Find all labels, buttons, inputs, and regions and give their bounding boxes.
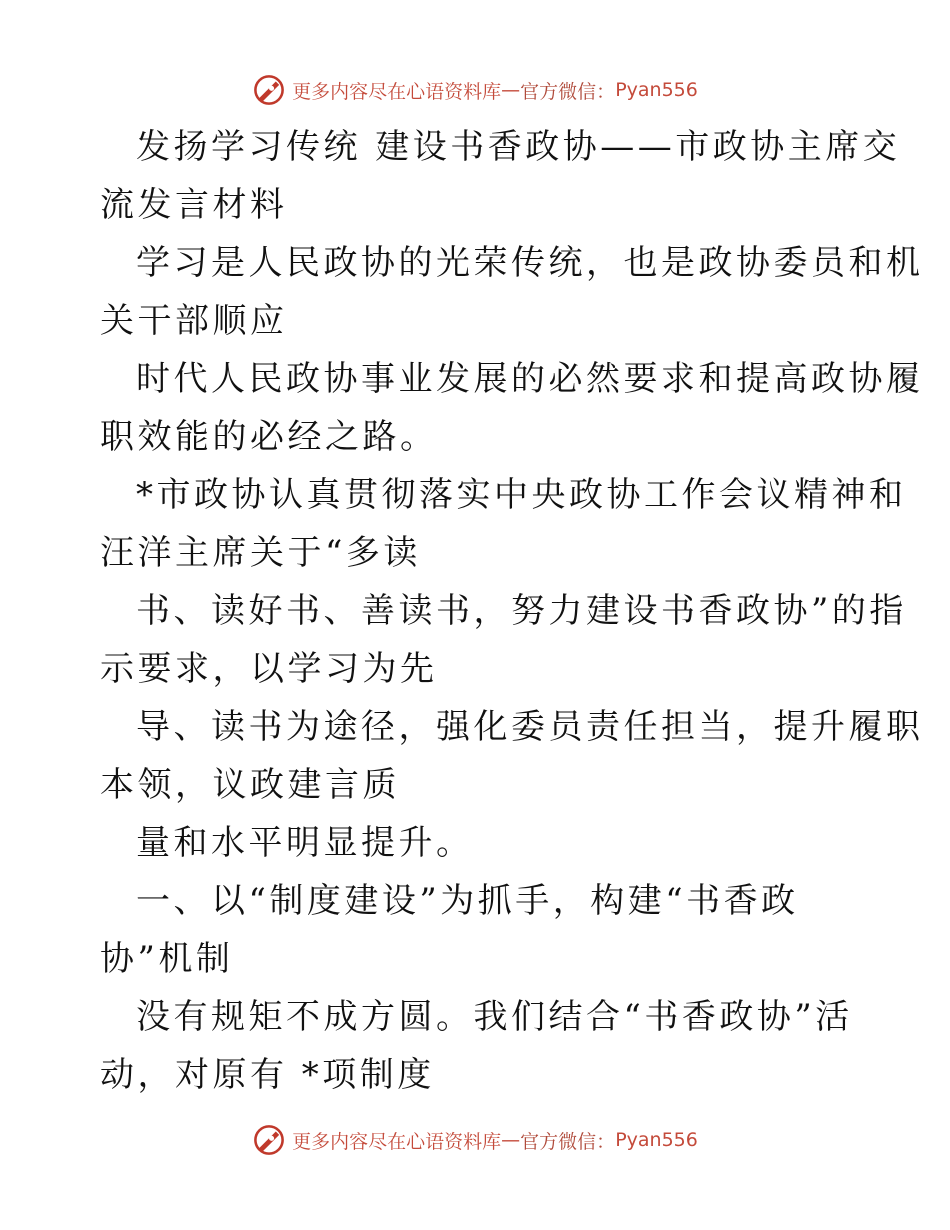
section-heading-line: 协”机制 xyxy=(100,939,234,979)
paragraph-line: 关干部顺应 xyxy=(100,301,288,341)
watermark-wechat-id: Pyan556 xyxy=(615,79,698,101)
section-heading-line: 一、以“制度建设”为抓手，构建“书香政 xyxy=(136,881,799,921)
watermark-site-text: 更多内容尽在心语资料库 xyxy=(292,80,502,103)
paragraph-line: *市政协认真贯彻落实中央政协工作会议精神和 xyxy=(136,475,907,515)
watermark-header xyxy=(0,70,950,110)
watermark-wechat-label: 官方微信： xyxy=(520,80,616,103)
watermark-wechat-label: 官方微信： xyxy=(520,1130,616,1153)
paragraph-line: 学习是人民政协的光荣传统，也是政协委员和机 xyxy=(136,243,924,283)
paragraph-line: 没有规矩不成方圆。我们结合“书香政协”活 xyxy=(136,997,853,1037)
watermark-footer xyxy=(0,1120,950,1160)
paragraph-line: 本领，议政建言质 xyxy=(100,765,400,805)
watermark-site-text: 更多内容尽在心语资料库 xyxy=(292,1130,502,1153)
document-body xyxy=(100,118,924,1104)
pen-nib-logo-icon xyxy=(252,1123,286,1157)
paragraph-line: 书、读好书、善读书，努力建设书香政协”的指 xyxy=(136,591,907,631)
pen-nib-logo-icon xyxy=(252,73,286,107)
paragraph-line: 导、读书为途径，强化委员责任担当，提升履职 xyxy=(136,707,924,747)
watermark-wechat-id: Pyan556 xyxy=(615,1129,698,1151)
paragraph-line: 动，对原有 *项制度 xyxy=(100,1055,435,1095)
watermark-separator: — xyxy=(501,79,521,101)
title-line: 流发言材料 xyxy=(100,185,288,225)
paragraph-line: 量和水平明显提升。 xyxy=(136,823,474,863)
watermark-separator: — xyxy=(501,1129,521,1151)
paragraph-line: 示要求，以学习为先 xyxy=(100,649,438,689)
paragraph-line: 职效能的必经之路。 xyxy=(100,417,438,457)
paragraph-line: 汪洋主席关于“多读 xyxy=(100,533,421,573)
paragraph-line: 时代人民政协事业发展的必然要求和提高政协履 xyxy=(136,359,924,399)
title-line: 发扬学习传统 建设书香政协——市政协主席交 xyxy=(136,127,901,167)
